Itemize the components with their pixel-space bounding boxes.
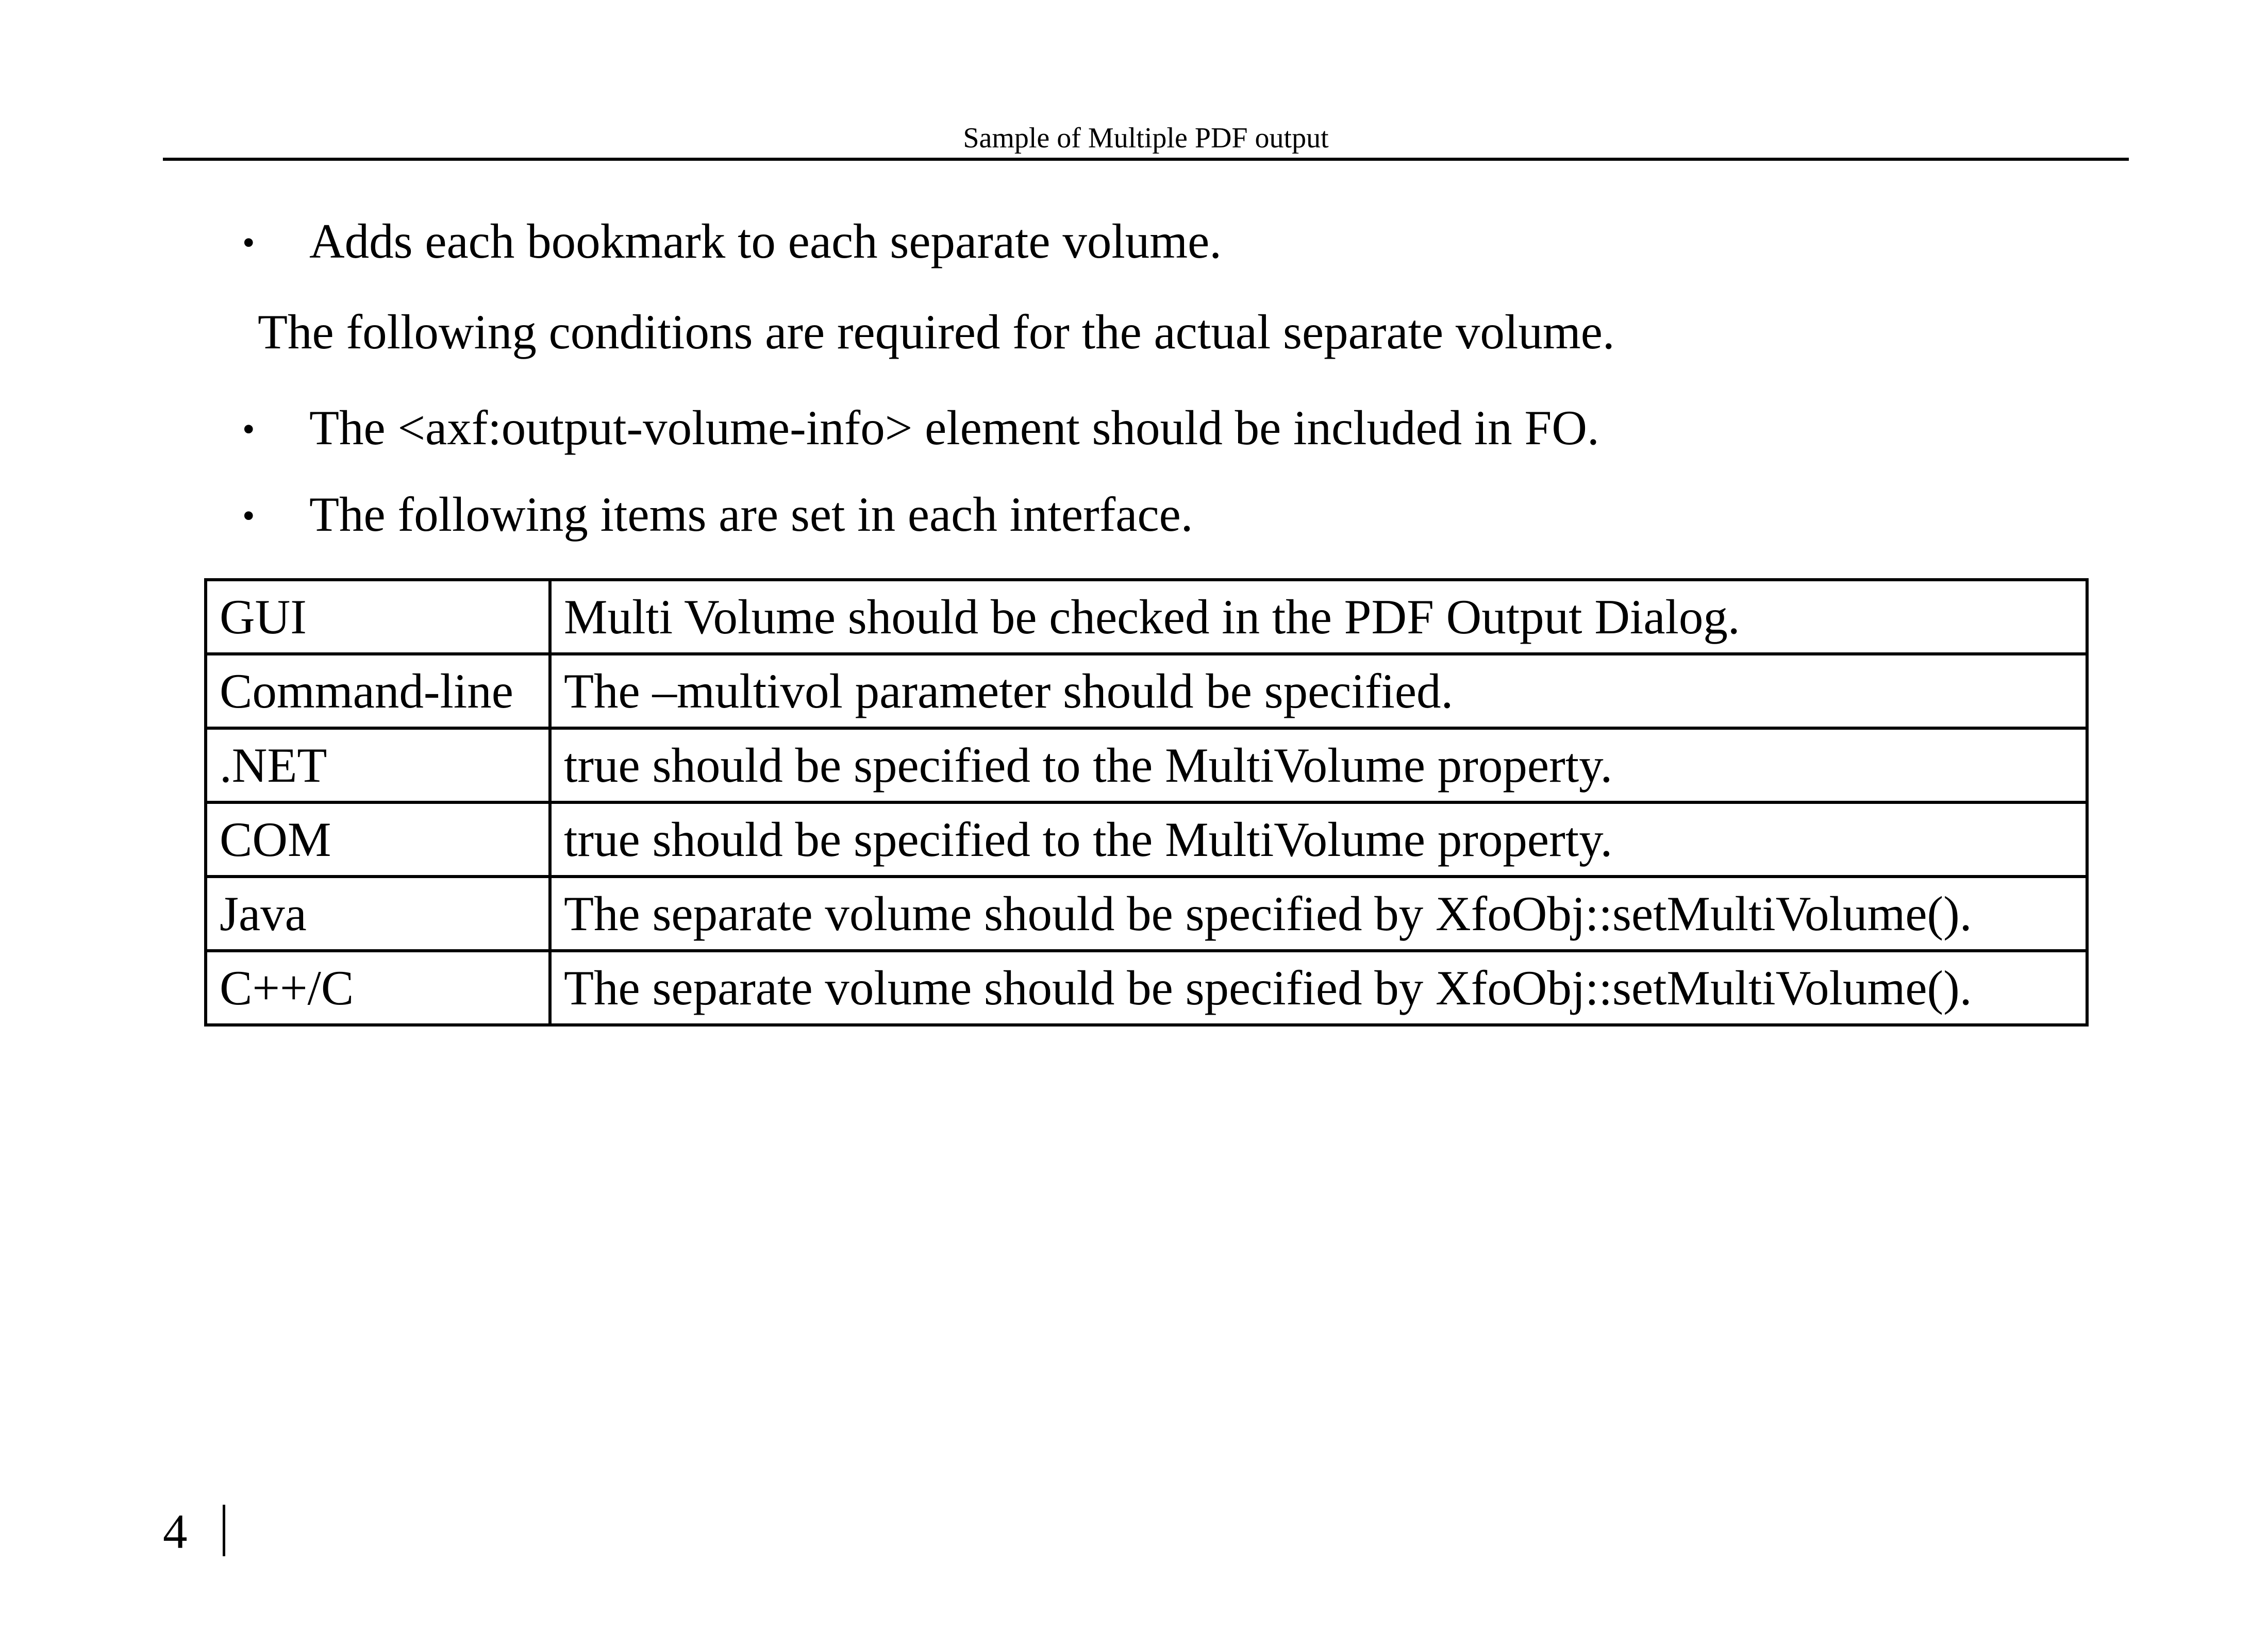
setting-cell: The –multivol parameter should be specified. — [550, 654, 2087, 728]
bullet-item-bookmarks — [242, 210, 1222, 272]
interface-cell: GUI — [206, 580, 550, 654]
setting-cell: Multi Volume should be checked in the PDF Output Dialog. — [550, 580, 2087, 654]
interface-settings-table — [204, 578, 2089, 1027]
bullet-text: Adds each bookmark to each separate volume. — [309, 214, 1222, 268]
table-row — [206, 654, 2087, 728]
interface-cell: Java — [206, 877, 550, 951]
bullet-marker: • — [242, 496, 255, 536]
header-rule — [163, 158, 2129, 161]
interface-cell: Command-line — [206, 654, 550, 728]
table-row — [206, 728, 2087, 802]
bullet-item-interface-settings — [242, 483, 1193, 545]
bullet-marker: • — [242, 223, 255, 263]
table-row — [206, 802, 2087, 877]
interface-cell: COM — [206, 802, 550, 877]
conditions-paragraph: The following conditions are required for the actual separate volume. — [258, 305, 1615, 359]
table-row — [206, 580, 2087, 654]
setting-cell: true should be specified to the MultiVolume property. — [550, 728, 2087, 802]
interface-cell: C++/C — [206, 951, 550, 1025]
table-row — [206, 877, 2087, 951]
interface-cell: .NET — [206, 728, 550, 802]
setting-cell: The separate volume should be specified by XfoObj::setMultiVolume(). — [550, 877, 2087, 951]
page-number-divider — [223, 1505, 225, 1556]
running-header: Sample of Multiple PDF output — [963, 122, 1329, 154]
setting-cell: The separate volume should be specified by XfoObj::setMultiVolume(). — [550, 951, 2087, 1025]
page-number: 4 — [163, 1504, 188, 1559]
bullet-item-output-volume-info — [242, 397, 1599, 459]
bullet-text: The following items are set in each interface. — [309, 487, 1193, 542]
setting-cell: true should be specified to the MultiVolume property. — [550, 802, 2087, 877]
table-row — [206, 951, 2087, 1025]
bullet-text: The <axf:output-volume-info> element should be included in FO. — [309, 400, 1599, 455]
bullet-marker: • — [242, 410, 255, 449]
